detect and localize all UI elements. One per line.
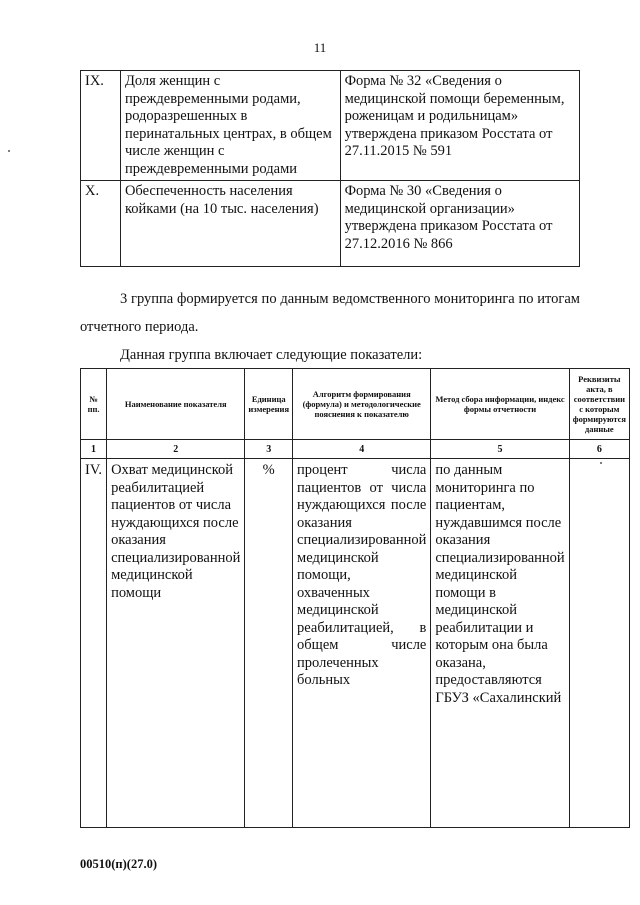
source-form: Форма № 30 «Сведения о медицинской организации» утверждена приказом Росстата от 27.12.2016 № 866 <box>340 181 579 267</box>
act-details <box>569 459 629 828</box>
column-number: 2 <box>107 440 245 459</box>
column-number-row <box>81 440 630 459</box>
column-number: 1 <box>81 440 107 459</box>
header-name: Наименование показателя <box>107 369 245 440</box>
header-num: № пп. <box>81 369 107 440</box>
header-act: Реквизиты акта, в соответствии с которым формируются данные <box>569 369 629 440</box>
unit: % <box>245 459 293 828</box>
column-number: 5 <box>431 440 569 459</box>
table-row <box>81 71 580 181</box>
source-form: Форма № 32 «Сведения о медицинской помощи беременным, роженицам и родильницам» утверждена приказом Росстата от 27.11.2015 № 591 <box>340 71 579 181</box>
indicators-table-top <box>80 70 580 267</box>
column-number: 6 <box>569 440 629 459</box>
indicator-name: Доля женщин с преждевременными родами, родоразрешенных в перинатальных центрах, в общем числе женщин с преждевременными родами <box>120 71 340 181</box>
row-number: IX. <box>81 71 121 181</box>
header-method: Метод сбора информации, индекс формы отчетности <box>431 369 569 440</box>
scan-speck <box>600 462 602 464</box>
header-algorithm: Алгоритм формирования (формула) и методологические пояснения к показателю <box>293 369 431 440</box>
algorithm: процент числа пациентов от числа нуждающихся после оказания специализированной медицинской помощи, охваченных медицинской реабилитацией, в общем числе пролеченных больных <box>293 459 431 828</box>
group-list-intro: Данная группа включает следующие показатели: <box>120 347 423 363</box>
indicator-name: Обеспеченность населения койками (на 10 тыс. населения) <box>120 181 340 267</box>
table-row <box>81 459 630 828</box>
page-number: 11 <box>313 40 327 55</box>
row-number: IV. <box>81 459 107 828</box>
collection-method: по данным мониторинга по пациентам, нуждавшимся после оказания специализированной медицинской помощи в медицинской реабилитации и которым она была оказана, предоставляются ГБУЗ «Сахалинский <box>431 459 569 828</box>
row-number: X. <box>81 181 121 267</box>
column-number: 3 <box>245 440 293 459</box>
column-number: 4 <box>293 440 431 459</box>
document-code: 00510(п)(27.0) <box>80 857 157 871</box>
indicators-table-group3 <box>80 368 630 828</box>
table-header-row <box>81 369 630 440</box>
scan-speck <box>8 150 10 152</box>
header-unit: Единица измерения <box>245 369 293 440</box>
indicator-name: Охват медицинской реабилитацией пациентов от числа нуждающихся после оказания специализированной медицинской помощи <box>107 459 245 828</box>
group-description-paragraph: 3 группа формируется по данным ведомственного мониторинга по итогам отчетного периода. <box>80 291 580 335</box>
table-row <box>81 181 580 267</box>
